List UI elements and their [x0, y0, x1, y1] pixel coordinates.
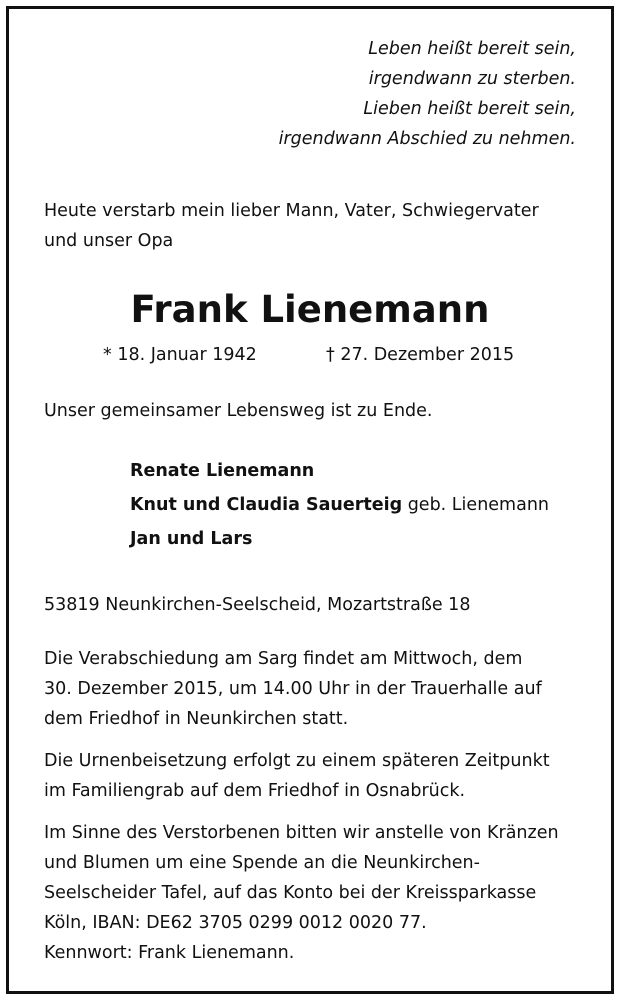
farewell-paragraph	[44, 644, 576, 734]
family-signatures	[130, 454, 549, 556]
intro-line: und unser Opa	[44, 231, 174, 251]
burial-line: Die Urnenbeisetzung erfolgt zu einem späteren Zeitpunkt	[44, 751, 550, 771]
family-member-maiden-name: geb. Lienemann	[402, 495, 550, 515]
closing-line	[44, 396, 576, 426]
address	[44, 590, 576, 620]
burial-line: im Familiengrab auf dem Friedhof in Osnabrück.	[44, 781, 466, 801]
farewell-line: Die Verabschiedung am Sarg findet am Mittwoch, dem	[44, 649, 523, 669]
family-member-name: Knut und Claudia Sauerteig	[130, 495, 403, 515]
motto-line: Leben heißt bereit sein,	[368, 39, 576, 59]
donation-line: und Blumen um eine Spende an die Neunkirchen-	[44, 853, 480, 873]
motto-line: Lieben heißt bereit sein,	[363, 99, 576, 119]
family-member: Renate Lienemann	[130, 461, 315, 481]
intro-paragraph	[44, 196, 576, 256]
burial-paragraph	[44, 746, 576, 806]
intro-line: Heute verstarb mein lieber Mann, Vater, Schwiegervater	[44, 201, 539, 221]
family-member	[130, 488, 549, 522]
deceased-name: Frank Lienemann	[130, 288, 490, 331]
family-member: Jan und Lars	[130, 529, 253, 549]
address-text: 53819 Neunkirchen-Seelscheid, Mozartstraße 18	[44, 595, 471, 615]
motto-verse	[279, 34, 576, 154]
death-date: † 27. Dezember 2015	[326, 345, 515, 365]
birth-date: * 18. Januar 1942	[103, 345, 257, 365]
donation-line: Im Sinne des Verstorbenen bitten wir anstelle von Kränzen	[44, 823, 559, 843]
donation-line: Kennwort: Frank Lienemann.	[44, 943, 295, 963]
donation-line: Köln, IBAN: DE62 3705 0299 0012 0020 77.	[44, 913, 427, 933]
donation-line: Seelscheider Tafel, auf das Konto bei der Kreissparkasse	[44, 883, 537, 903]
closing-text: Unser gemeinsamer Lebensweg ist zu Ende.	[44, 401, 433, 421]
donation-paragraph	[44, 818, 576, 968]
motto-line: irgendwann zu sterben.	[368, 69, 576, 89]
farewell-line: 30. Dezember 2015, um 14.00 Uhr in der Trauerhalle auf	[44, 679, 542, 699]
farewell-line: dem Friedhof in Neunkirchen statt.	[44, 709, 349, 729]
motto-line: irgendwann Abschied zu nehmen.	[278, 129, 576, 149]
